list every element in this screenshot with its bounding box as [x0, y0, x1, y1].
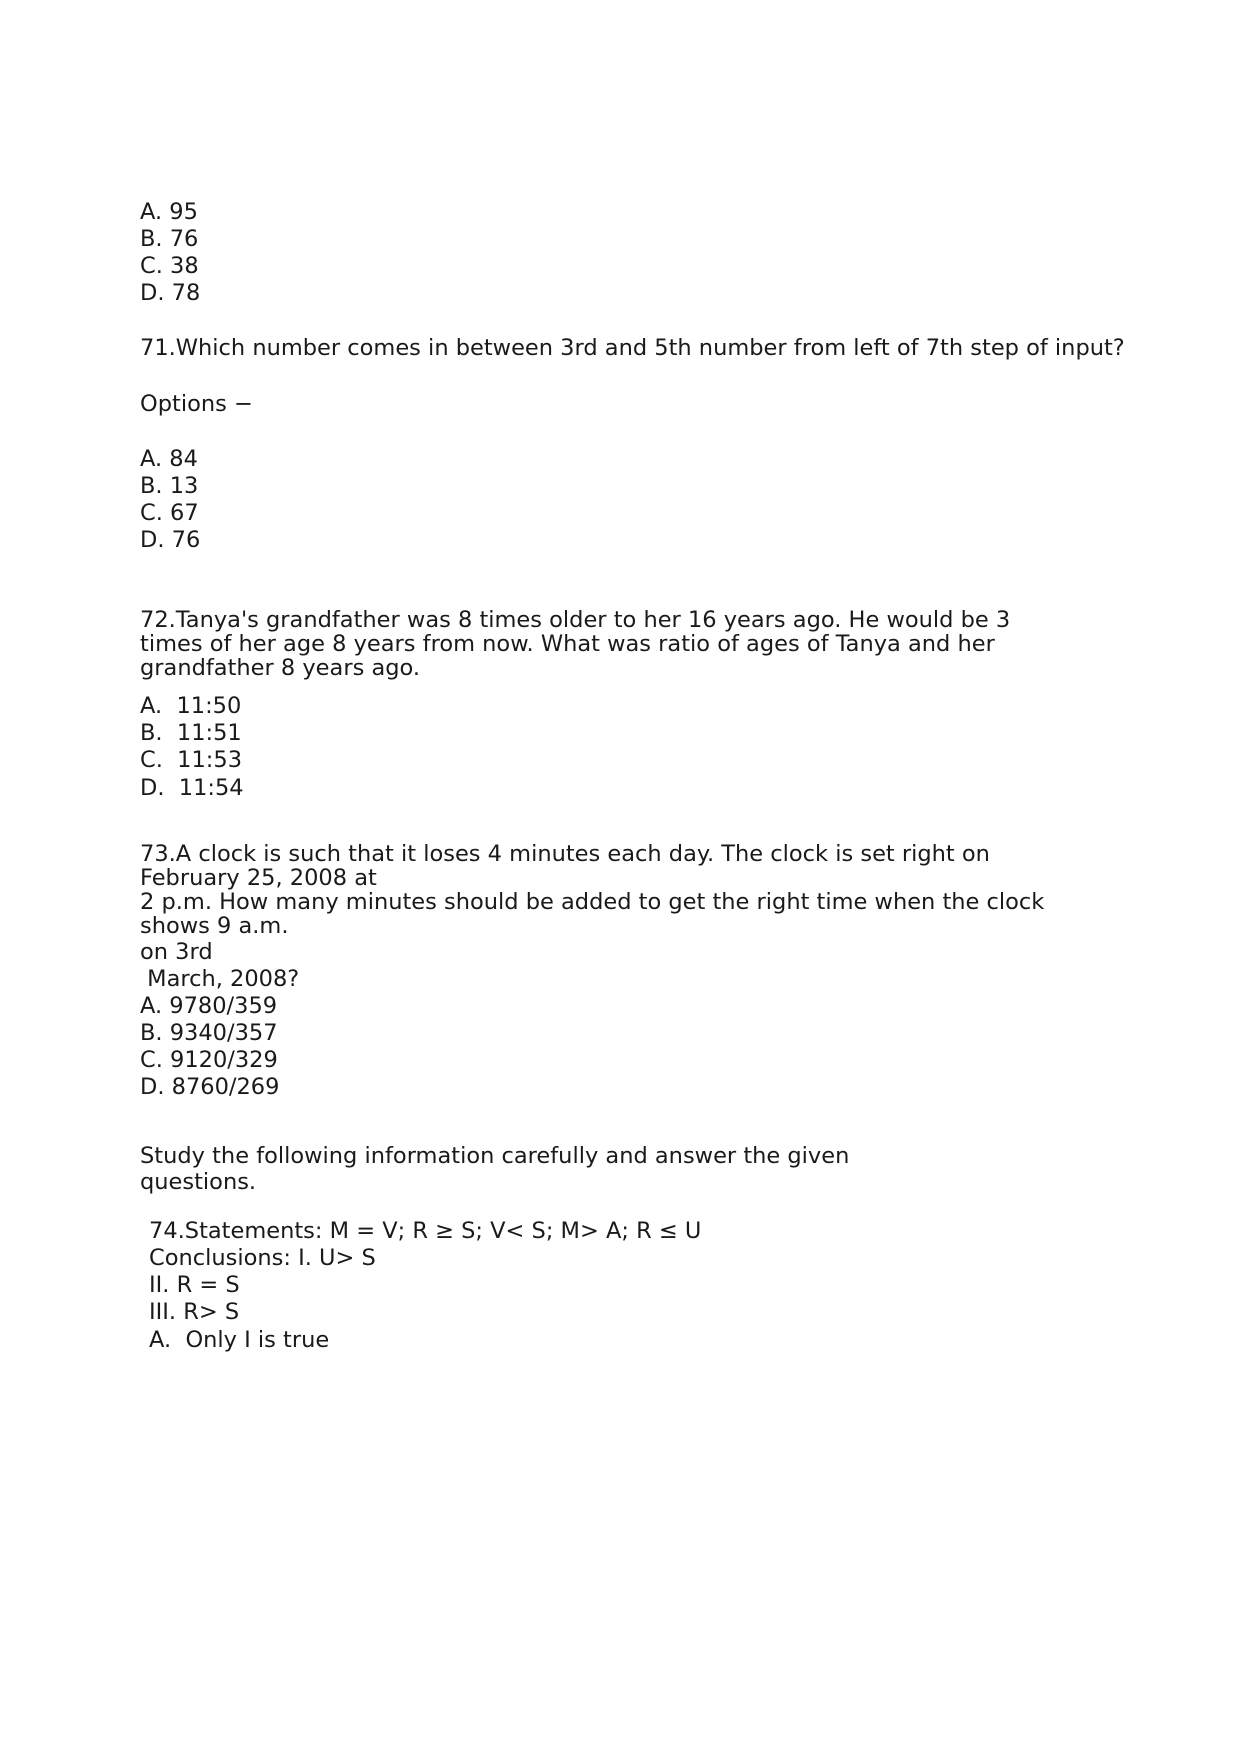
q74-option-a: A. Only I is true	[149, 1327, 330, 1353]
q72-question-line-1: 72.Tanya's grandfather was 8 times older to her 16 years ago. He would be 3	[140, 607, 1011, 633]
q70-option-d: D. 78	[140, 280, 201, 306]
q71-option-b: B. 13	[140, 473, 199, 499]
q70-option-b: B. 76	[140, 226, 199, 252]
q71-option-a: A. 84	[140, 446, 198, 472]
q72-option-a: A. 11:50	[140, 693, 242, 719]
q71-options-label: Options −	[140, 391, 253, 417]
q73-question-line-6: March, 2008?	[140, 966, 300, 992]
q72-option-b: B. 11:51	[140, 720, 242, 746]
q71-option-d: D. 76	[140, 527, 201, 553]
q74-conclusion-3: III. R> S	[149, 1299, 240, 1325]
q74-conclusion-2: II. R = S	[149, 1272, 240, 1298]
q73-question-line-2: February 25, 2008 at	[140, 865, 377, 891]
q72-question-line-3: grandfather 8 years ago.	[140, 655, 421, 681]
q72-question-line-2: times of her age 8 years from now. What was ratio of ages of Tanya and her	[140, 631, 995, 657]
q73-option-c: C. 9120/329	[140, 1047, 278, 1073]
q73-question-line-4: shows 9 a.m.	[140, 913, 289, 939]
q70-option-a: A. 95	[140, 199, 198, 225]
q73-question-line-1: 73.A clock is such that it loses 4 minutes each day. The clock is set right on	[140, 841, 990, 867]
q72-option-d: D. 11:54	[140, 775, 244, 801]
q73-option-b: B. 9340/357	[140, 1020, 278, 1046]
q74-conclusion-1: Conclusions: I. U> S	[149, 1245, 376, 1271]
q73-question-line-3: 2 p.m. How many minutes should be added to get the right time when the clock	[140, 889, 1045, 915]
q73-option-a: A. 9780/359	[140, 993, 278, 1019]
q71-option-c: C. 67	[140, 500, 199, 526]
q72-option-c: C. 11:53	[140, 747, 243, 773]
q73-question-line-5: on 3rd	[140, 939, 213, 965]
q73-option-d: D. 8760/269	[140, 1074, 280, 1100]
q70-option-c: C. 38	[140, 253, 199, 279]
q74-statements: 74.Statements: M = V; R ≥ S; V< S; M> A; R ≤ U	[149, 1218, 702, 1244]
q71-question: 71.Which number comes in between 3rd and 5th number from left of 7th step of input?	[140, 335, 1125, 361]
instructions-line-2: questions.	[140, 1169, 257, 1195]
instructions-line-1: Study the following information carefully and answer the given	[140, 1143, 850, 1169]
